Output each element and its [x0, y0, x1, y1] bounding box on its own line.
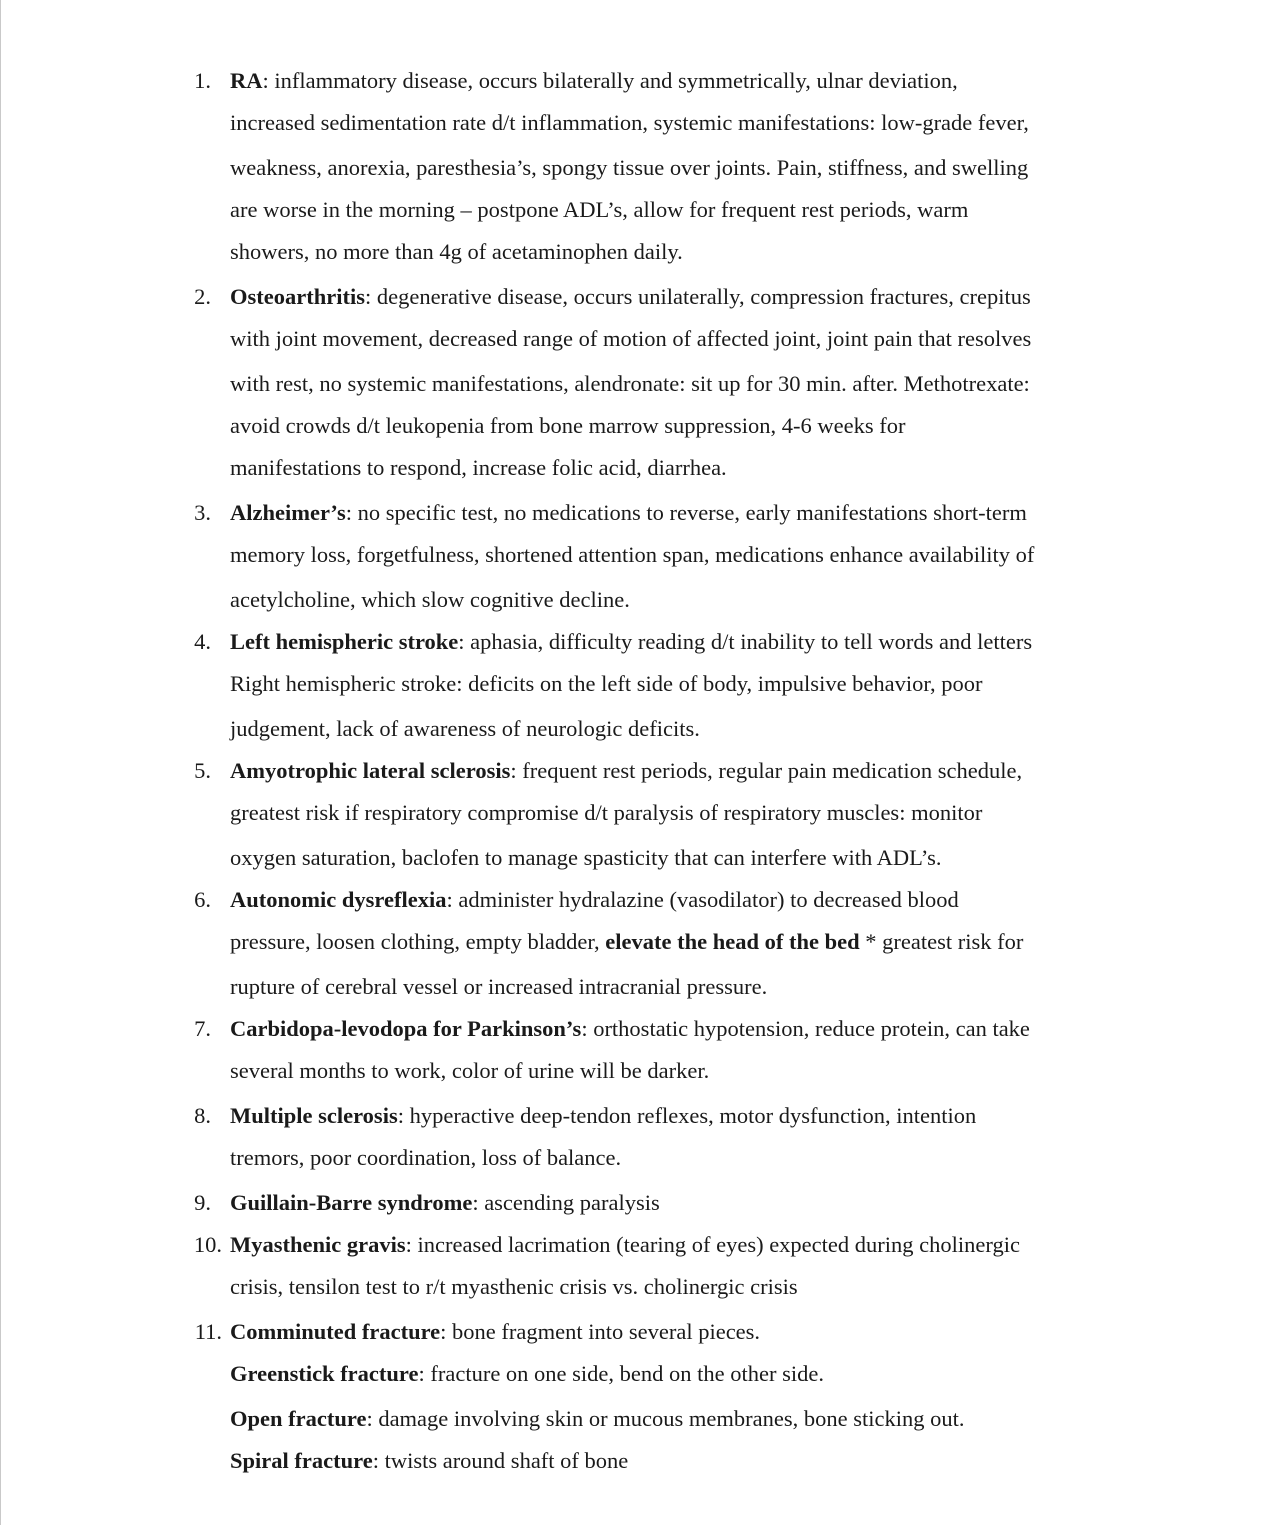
list-item-line [230, 1319, 760, 1345]
list-item-line [230, 587, 630, 613]
text-run: : no specific test, no medications to reverse, early manifestations short-term [345, 500, 1027, 525]
text-run: : increased lacrimation (tearing of eyes) expected during cholinergic [405, 1232, 1020, 1257]
list-item-line [230, 1145, 621, 1171]
text-run: crisis, tensilon test to r/t myasthenic crisis vs. cholinergic crisis [230, 1274, 798, 1299]
text-run: memory loss, forgetfulness, shortened attention span, medications enhance availability of [230, 542, 1035, 567]
list-number: 3. [194, 500, 211, 525]
bold-term: Multiple sclerosis [230, 1103, 398, 1128]
text-run: with joint movement, decreased range of motion of affected joint, joint pain that resolves [230, 326, 1032, 351]
list-item-line [230, 1190, 660, 1216]
list-item-line [230, 455, 727, 481]
list-item-line [230, 326, 1031, 352]
list-item-line [230, 284, 1031, 310]
list-item-line [230, 1016, 1030, 1042]
text-run: Right hemispheric stroke: deficits on the left side of body, impulsive behavior, poor [230, 671, 983, 696]
list-item-line [230, 68, 958, 94]
list-item-line [230, 1406, 964, 1432]
list-item-line [230, 800, 982, 826]
text-run: : fracture on one side, bend on the other side. [418, 1361, 824, 1386]
text-run: pressure, loosen clothing, empty bladder, [230, 929, 606, 954]
text-run: rupture of cerebral vessel or increased intracranial pressure. [230, 974, 768, 999]
bold-term: Myasthenic gravis [230, 1232, 406, 1257]
list-item-line [230, 239, 683, 265]
bold-term: Autonomic dysreflexia [230, 887, 447, 912]
text-run: increased sedimentation rate d/t inflammation, systemic manifestations: low-grade fever, [230, 110, 1029, 135]
text-run: weakness, anorexia, paresthesia’s, spongy tissue over joints. Pain, stiffness, and swelling [230, 155, 1029, 180]
text-run: : inflammatory disease, occurs bilaterally and symmetrically, ulnar deviation, [262, 68, 958, 93]
list-item-line [230, 110, 1029, 136]
list-item-line [230, 716, 700, 742]
text-run: : ascending paralysis [472, 1190, 660, 1215]
page-edge [0, 0, 1, 1525]
text-run: : administer hydralazine (vasodilator) to decreased blood [446, 887, 959, 912]
text-run: with rest, no systemic manifestations, alendronate: sit up for 30 min. after. Methotrexate: [230, 371, 1030, 396]
text-run: avoid crowds d/t leukopenia from bone marrow suppression, 4-6 weeks for [230, 413, 906, 438]
list-item-line [230, 671, 983, 697]
text-run: greatest risk if respiratory compromise d/t paralysis of respiratory muscles: monitor [230, 800, 983, 825]
text-run: tremors, poor coordination, loss of balance. [230, 1145, 622, 1170]
list-number: 6. [194, 887, 211, 912]
list-item-line [230, 1448, 628, 1474]
text-run: manifestations to respond, increase folic acid, diarrhea. [230, 455, 727, 480]
text-run: : damage involving skin or mucous membranes, bone sticking out. [366, 1406, 965, 1431]
list-item-line [230, 371, 1030, 397]
list-number: 1. [194, 68, 211, 93]
bold-term: Alzheimer’s [230, 500, 346, 525]
list-item-line [230, 974, 767, 1000]
text-run: * greatest risk for [859, 929, 1024, 954]
bold-term: Carbidopa-levodopa for Parkinson’s [230, 1016, 582, 1041]
list-number: 4. [194, 629, 211, 654]
list-item-line [230, 929, 1023, 955]
list-item-line [230, 845, 941, 871]
list-item-line [230, 413, 905, 439]
list-item-line [230, 1103, 976, 1129]
list-number: 9. [194, 1190, 211, 1215]
bold-term: RA [230, 68, 263, 93]
bold-term: Spiral fracture [230, 1448, 373, 1473]
list-item-line [230, 542, 1034, 568]
list-item-line [230, 1058, 709, 1084]
text-run: are worse in the morning – postpone ADL’s, allow for frequent rest periods, warm [230, 197, 969, 222]
list-number: 11. [194, 1319, 222, 1344]
text-run: oxygen saturation, baclofen to manage spasticity that can interfere with ADL’s. [230, 845, 942, 870]
list-number: 5. [194, 758, 211, 783]
text-run: : degenerative disease, occurs unilaterally, compression fractures, crepitus [364, 284, 1031, 309]
bold-term: Comminuted fracture [230, 1319, 441, 1344]
list-item-line [230, 758, 1022, 784]
text-run: : bone fragment into several pieces. [440, 1319, 761, 1344]
list-item-line [230, 887, 959, 913]
text-run: : hyperactive deep-tendon reflexes, motor dysfunction, intention [397, 1103, 977, 1128]
text-run: judgement, lack of awareness of neurologic deficits. [230, 716, 700, 741]
text-run: : frequent rest periods, regular pain medication schedule, [510, 758, 1023, 783]
list-item-line [230, 155, 1028, 181]
list-item-line [230, 500, 1027, 526]
list-item-line [230, 629, 1032, 655]
bold-term: Left hemispheric stroke [230, 629, 459, 654]
text-run: acetylcholine, which slow cognitive decline. [230, 587, 630, 612]
bold-term: Greenstick fracture [230, 1361, 419, 1386]
bold-term: Open fracture [230, 1406, 367, 1431]
list-number: 8. [194, 1103, 211, 1128]
list-item-line [230, 1274, 798, 1300]
list-item-line [230, 1361, 824, 1387]
bold-term: Guillain-Barre syndrome [230, 1190, 473, 1215]
text-run: : twists around shaft of bone [372, 1448, 629, 1473]
bold-term: Amyotrophic lateral sclerosis [230, 758, 511, 783]
text-run: showers, no more than 4g of acetaminophen daily. [230, 239, 683, 264]
text-run: : aphasia, difficulty reading d/t inability to tell words and letters [458, 629, 1033, 654]
bold-term: Osteoarthritis [230, 284, 365, 309]
text-run: : orthostatic hypotension, reduce protein, can take [581, 1016, 1030, 1041]
list-number: 2. [194, 284, 211, 309]
list-item-line [230, 197, 968, 223]
bold-term: elevate the head of the bed [605, 929, 860, 954]
list-number: 10. [193, 1232, 222, 1257]
list-item-line [230, 1232, 1020, 1258]
text-run: several months to work, color of urine will be darker. [230, 1058, 710, 1083]
list-number: 7. [194, 1016, 211, 1041]
